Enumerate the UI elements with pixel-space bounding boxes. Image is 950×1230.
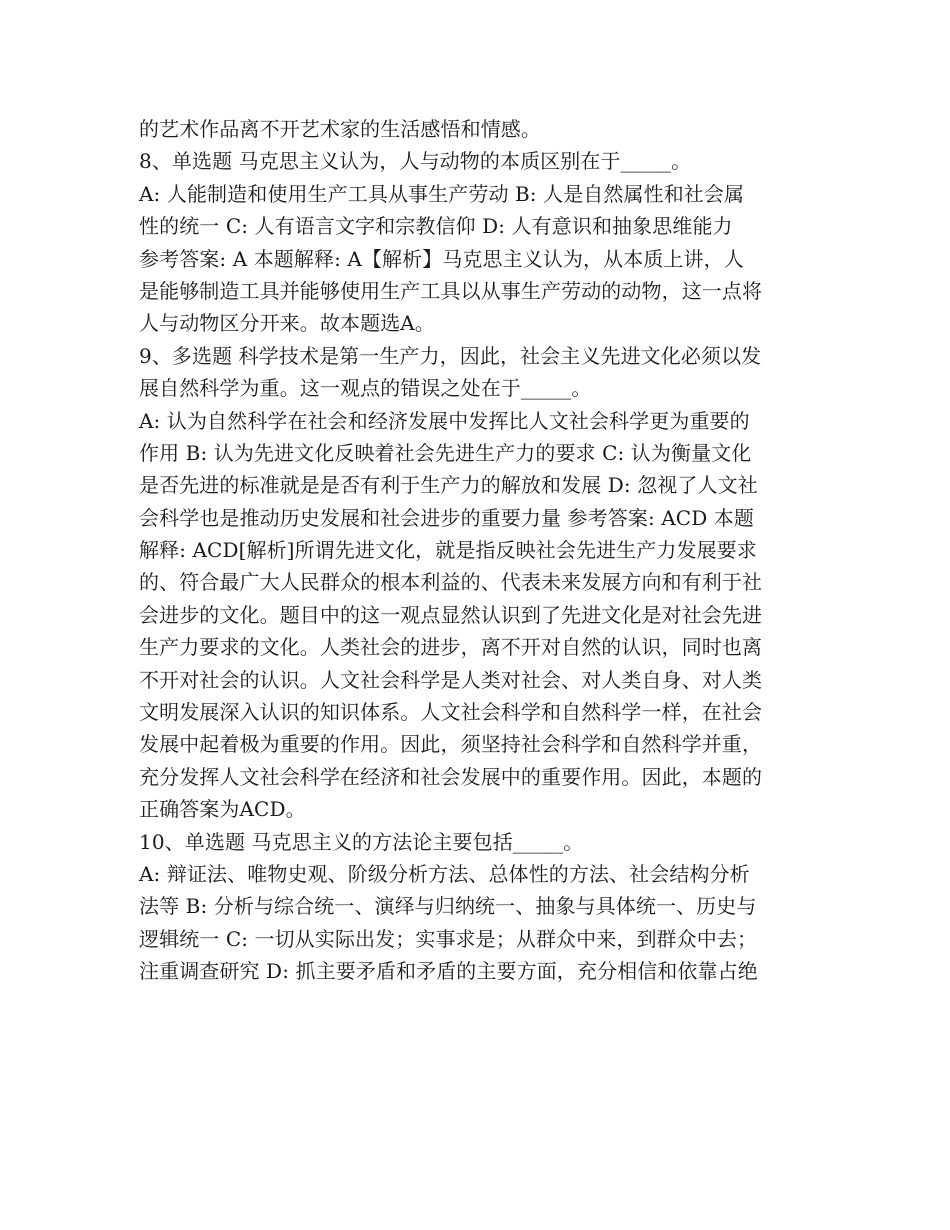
text-line: 是能够制造工具并能够使用生产工具以从事生产劳动的动物，这一点将 (139, 278, 763, 303)
text-line: 解释: ACD[解析]所谓先进文化，就是指反映社会先进生产力发展要求 (139, 538, 757, 563)
question-8-title: 8、单选题 马克思主义认为，人与动物的本质区别在于_____。 (139, 149, 692, 174)
text-line: 逻辑统一 C: 一切从实际出发；实事求是；从群众中来，到群众中去； (139, 926, 758, 951)
text-line: 不开对社会的认识。人文社会科学是人类对社会、对人类自身、对人类 (139, 667, 763, 692)
question-10-title: 10、单选题 马克思主义的方法论主要包括_____。 (139, 829, 584, 854)
text-line: 的艺术作品离不开艺术家的生活感悟和情感。 (139, 117, 541, 141)
text-line: 正确答案为ACD。 (139, 797, 306, 822)
text-line: A: 人能制造和使用生产工具从事生产劳动 B: 人是自然属性和社会属 (139, 181, 745, 206)
text-line: 发展中起着极为重要的作用。因此，须坚持社会科学和自然科学并重， (139, 732, 763, 757)
text-line: 法等 B: 分析与综合统一、演绎与归纳统一、抽象与具体统一、历史与 (139, 894, 757, 919)
text-line: 充分发挥人文社会科学在经济和社会发展中的重要作用。因此，本题的 (139, 764, 763, 789)
text-line: 的、符合最广大人民群众的根本利益的、代表未来发展方向和有利于社 (139, 570, 763, 595)
document-body (139, 113, 829, 988)
text-line: 作用 B: 认为先进文化反映着社会先进生产力的要求 C: 认为衡量文化 (139, 440, 752, 465)
text-line: A: 辩证法、唯物史观、阶级分析方法、总体性的方法、社会结构分析 (139, 861, 750, 886)
text-line: 文明发展深入认识的知识体系。人文社会科学和自然科学一样，在社会 (139, 700, 763, 725)
text-line: 参考答案: A 本题解释: A【解析】马克思主义认为，从本质上讲，人 (139, 246, 744, 271)
text-line: 展自然科学为重。这一观点的错误之处在于_____。 (139, 376, 592, 401)
text-line: 生产力要求的文化。人类社会的进步，离不开对自然的认识，同时也离 (139, 635, 763, 660)
text-line: A: 认为自然科学在社会和经济发展中发挥比人文社会科学更为重要的 (139, 408, 750, 433)
question-9-title: 9、多选题 科学技术是第一生产力，因此，社会主义先进文化必须以发 (139, 343, 762, 368)
text-line: 会科学也是推动历史发展和社会进步的重要力量 参考答案: ACD 本题 (139, 505, 754, 530)
text-line: 是否先进的标准就是是否有利于生产力的解放和发展 D: 忽视了人文社 (139, 473, 758, 498)
text-line: 性的统一 C: 人有语言文字和宗教信仰 D: 人有意识和抽象思维能力 (139, 214, 733, 239)
text-line: 注重调查研究 D: 抓主要矛盾和矛盾的主要方面，充分相信和依靠占绝 (139, 959, 758, 984)
text-line: 会进步的文化。题目中的这一观点显然认识到了先进文化是对社会先进 (139, 602, 763, 627)
text-line: 人与动物区分开来。故本题选A。 (139, 311, 435, 336)
